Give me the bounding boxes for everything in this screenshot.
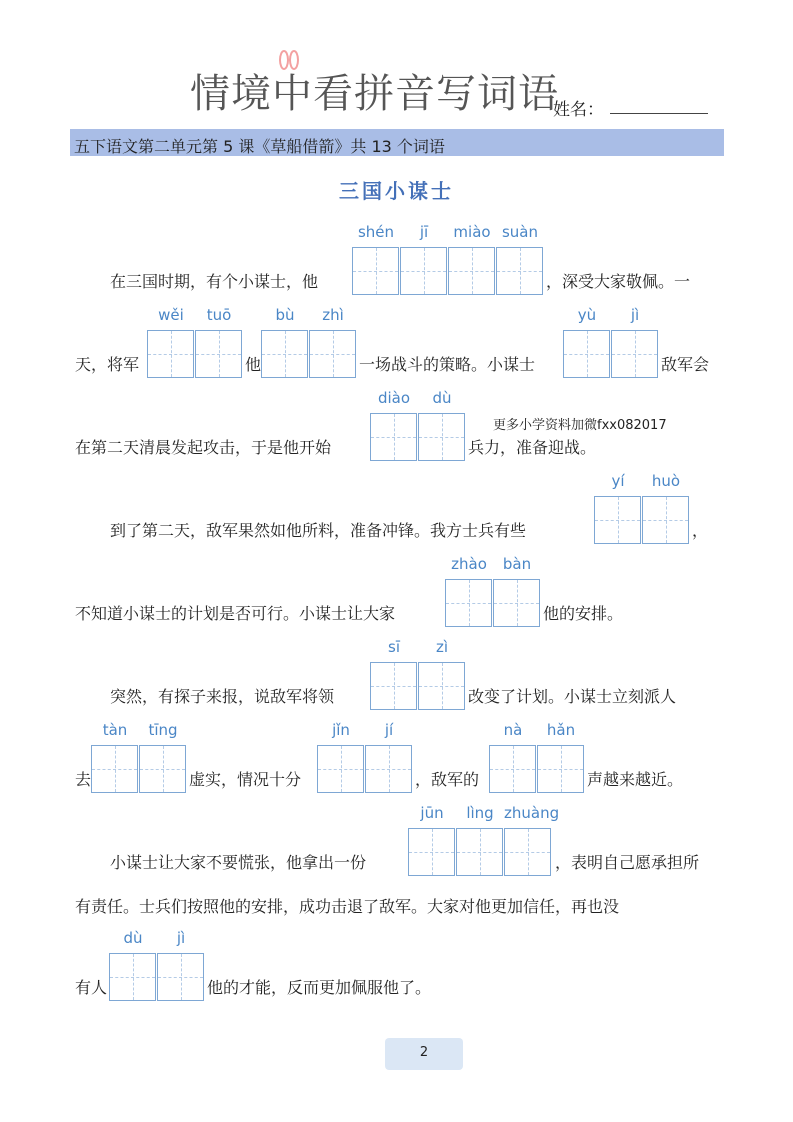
tianzige-writing-box[interactable] [109, 953, 156, 1001]
story-text: 在三国时期，有个小谋士，他 [110, 272, 319, 291]
pinyin-label: jì [176, 929, 186, 947]
pinyin-label: jūn [420, 804, 444, 822]
pinyin-label: lìng [466, 804, 494, 822]
tianzige-writing-box[interactable] [418, 662, 465, 710]
pinyin-label: diào [377, 389, 411, 407]
pinyin-label: miào [453, 223, 491, 241]
tianzige-writing-box[interactable] [537, 745, 584, 793]
pinyin-label: suàn [501, 223, 539, 241]
pinyin-label: yù [577, 306, 597, 324]
story-text: 天，将军 [75, 355, 140, 374]
story-text: 敌军会 [661, 355, 710, 374]
tianzige-writing-box[interactable] [418, 413, 465, 461]
logo-title: 情境中看拼音写词语 [190, 71, 559, 117]
pinyin-label: zhuàng [504, 804, 560, 822]
pinyin-label: zhì [322, 306, 344, 324]
pinyin-label: dù [432, 389, 452, 407]
tianzige-writing-box[interactable] [563, 330, 610, 378]
page-number: 2 [419, 1045, 429, 1060]
tianzige-writing-box[interactable] [261, 330, 308, 378]
pinyin-label: zì [435, 638, 449, 656]
tianzige-writing-box[interactable] [400, 247, 447, 295]
tianzige-writing-box[interactable] [370, 413, 417, 461]
pinyin-label: tàn [102, 721, 128, 739]
story-text: 虚实，情况十分 [189, 770, 302, 789]
tianzige-writing-box[interactable] [642, 496, 689, 544]
story-text: ， [692, 521, 709, 540]
story-title: 三国小谋士 [339, 179, 454, 203]
pinyin-label: huò [651, 472, 681, 490]
pinyin-label: nà [503, 721, 523, 739]
pinyin-label: sī [388, 638, 400, 656]
rabbit-ears-icon [276, 50, 302, 72]
pinyin-label: jǐn [332, 721, 350, 739]
name-label: 姓名： [553, 100, 604, 120]
tianzige-writing-box[interactable] [370, 662, 417, 710]
tianzige-writing-box[interactable] [309, 330, 356, 378]
pinyin-label: hǎn [546, 721, 576, 739]
story-text: 有人 [75, 978, 108, 997]
tianzige-writing-box[interactable] [611, 330, 658, 378]
story-text: 一场战斗的策略。小谋士 [359, 355, 536, 374]
tianzige-writing-box[interactable] [157, 953, 204, 1001]
story-text: 不知道小谋士的计划是否可行。小谋士让大家 [75, 604, 396, 623]
tianzige-writing-box[interactable] [594, 496, 641, 544]
contact-note: 更多小学资料加微fxx082017 [493, 418, 667, 433]
story-text: ，敌军的 [415, 770, 480, 789]
story-text: 小谋士让大家不要慌张，他拿出一份 [110, 853, 367, 872]
tianzige-writing-box[interactable] [504, 828, 551, 876]
pinyin-label: jì [630, 306, 640, 324]
story-text: 他的才能，反而更加佩服他了。 [207, 978, 432, 997]
pinyin-label: wěi [158, 306, 184, 324]
tianzige-writing-box[interactable] [139, 745, 186, 793]
story-text: 声越来越近。 [587, 770, 684, 789]
tianzige-writing-box[interactable] [91, 745, 138, 793]
story-text: 他 [245, 355, 262, 374]
tianzige-writing-box[interactable] [352, 247, 399, 295]
name-input-line[interactable] [610, 113, 708, 114]
pinyin-label: bàn [502, 555, 532, 573]
pinyin-label: jī [419, 223, 429, 241]
story-text: ，表明自己愿承担所 [555, 853, 700, 872]
pinyin-label: yí [611, 472, 625, 490]
subtitle-text: 五下语文第二单元第 5 课《草船借箭》共 13 个词语 [74, 137, 445, 156]
story-text: 去 [75, 770, 92, 789]
story-text: 突然，有探子来报，说敌军将领 [110, 687, 335, 706]
story-text: 兵力，准备迎战。 [468, 438, 597, 457]
tianzige-writing-box[interactable] [493, 579, 540, 627]
tianzige-writing-box[interactable] [195, 330, 242, 378]
pinyin-label: bù [275, 306, 295, 324]
tianzige-writing-box[interactable] [317, 745, 364, 793]
tianzige-writing-box[interactable] [445, 579, 492, 627]
pinyin-label: zhào [451, 555, 487, 573]
story-text: 有责任。士兵们按照他的安排，成功击退了敌军。大家对他更加信任，再也没 [75, 897, 620, 916]
story-text: ，深受大家敬佩。一 [546, 272, 691, 291]
tianzige-writing-box[interactable] [448, 247, 495, 295]
pinyin-label: jí [384, 721, 394, 739]
tianzige-writing-box[interactable] [365, 745, 412, 793]
tianzige-writing-box[interactable] [408, 828, 455, 876]
story-text: 改变了计划。小谋士立刻派人 [468, 687, 677, 706]
tianzige-writing-box[interactable] [496, 247, 543, 295]
tianzige-writing-box[interactable] [456, 828, 503, 876]
story-text: 在第二天清晨发起攻击，于是他开始 [75, 438, 332, 457]
tianzige-writing-box[interactable] [147, 330, 194, 378]
pinyin-label: shén [357, 223, 395, 241]
pinyin-label: dù [123, 929, 143, 947]
pinyin-label: tīng [148, 721, 178, 739]
story-text: 他的安排。 [543, 604, 624, 623]
story-text: 到了第二天，敌军果然如他所料，准备冲锋。我方士兵有些 [110, 521, 527, 540]
pinyin-label: tuō [206, 306, 232, 324]
tianzige-writing-box[interactable] [489, 745, 536, 793]
